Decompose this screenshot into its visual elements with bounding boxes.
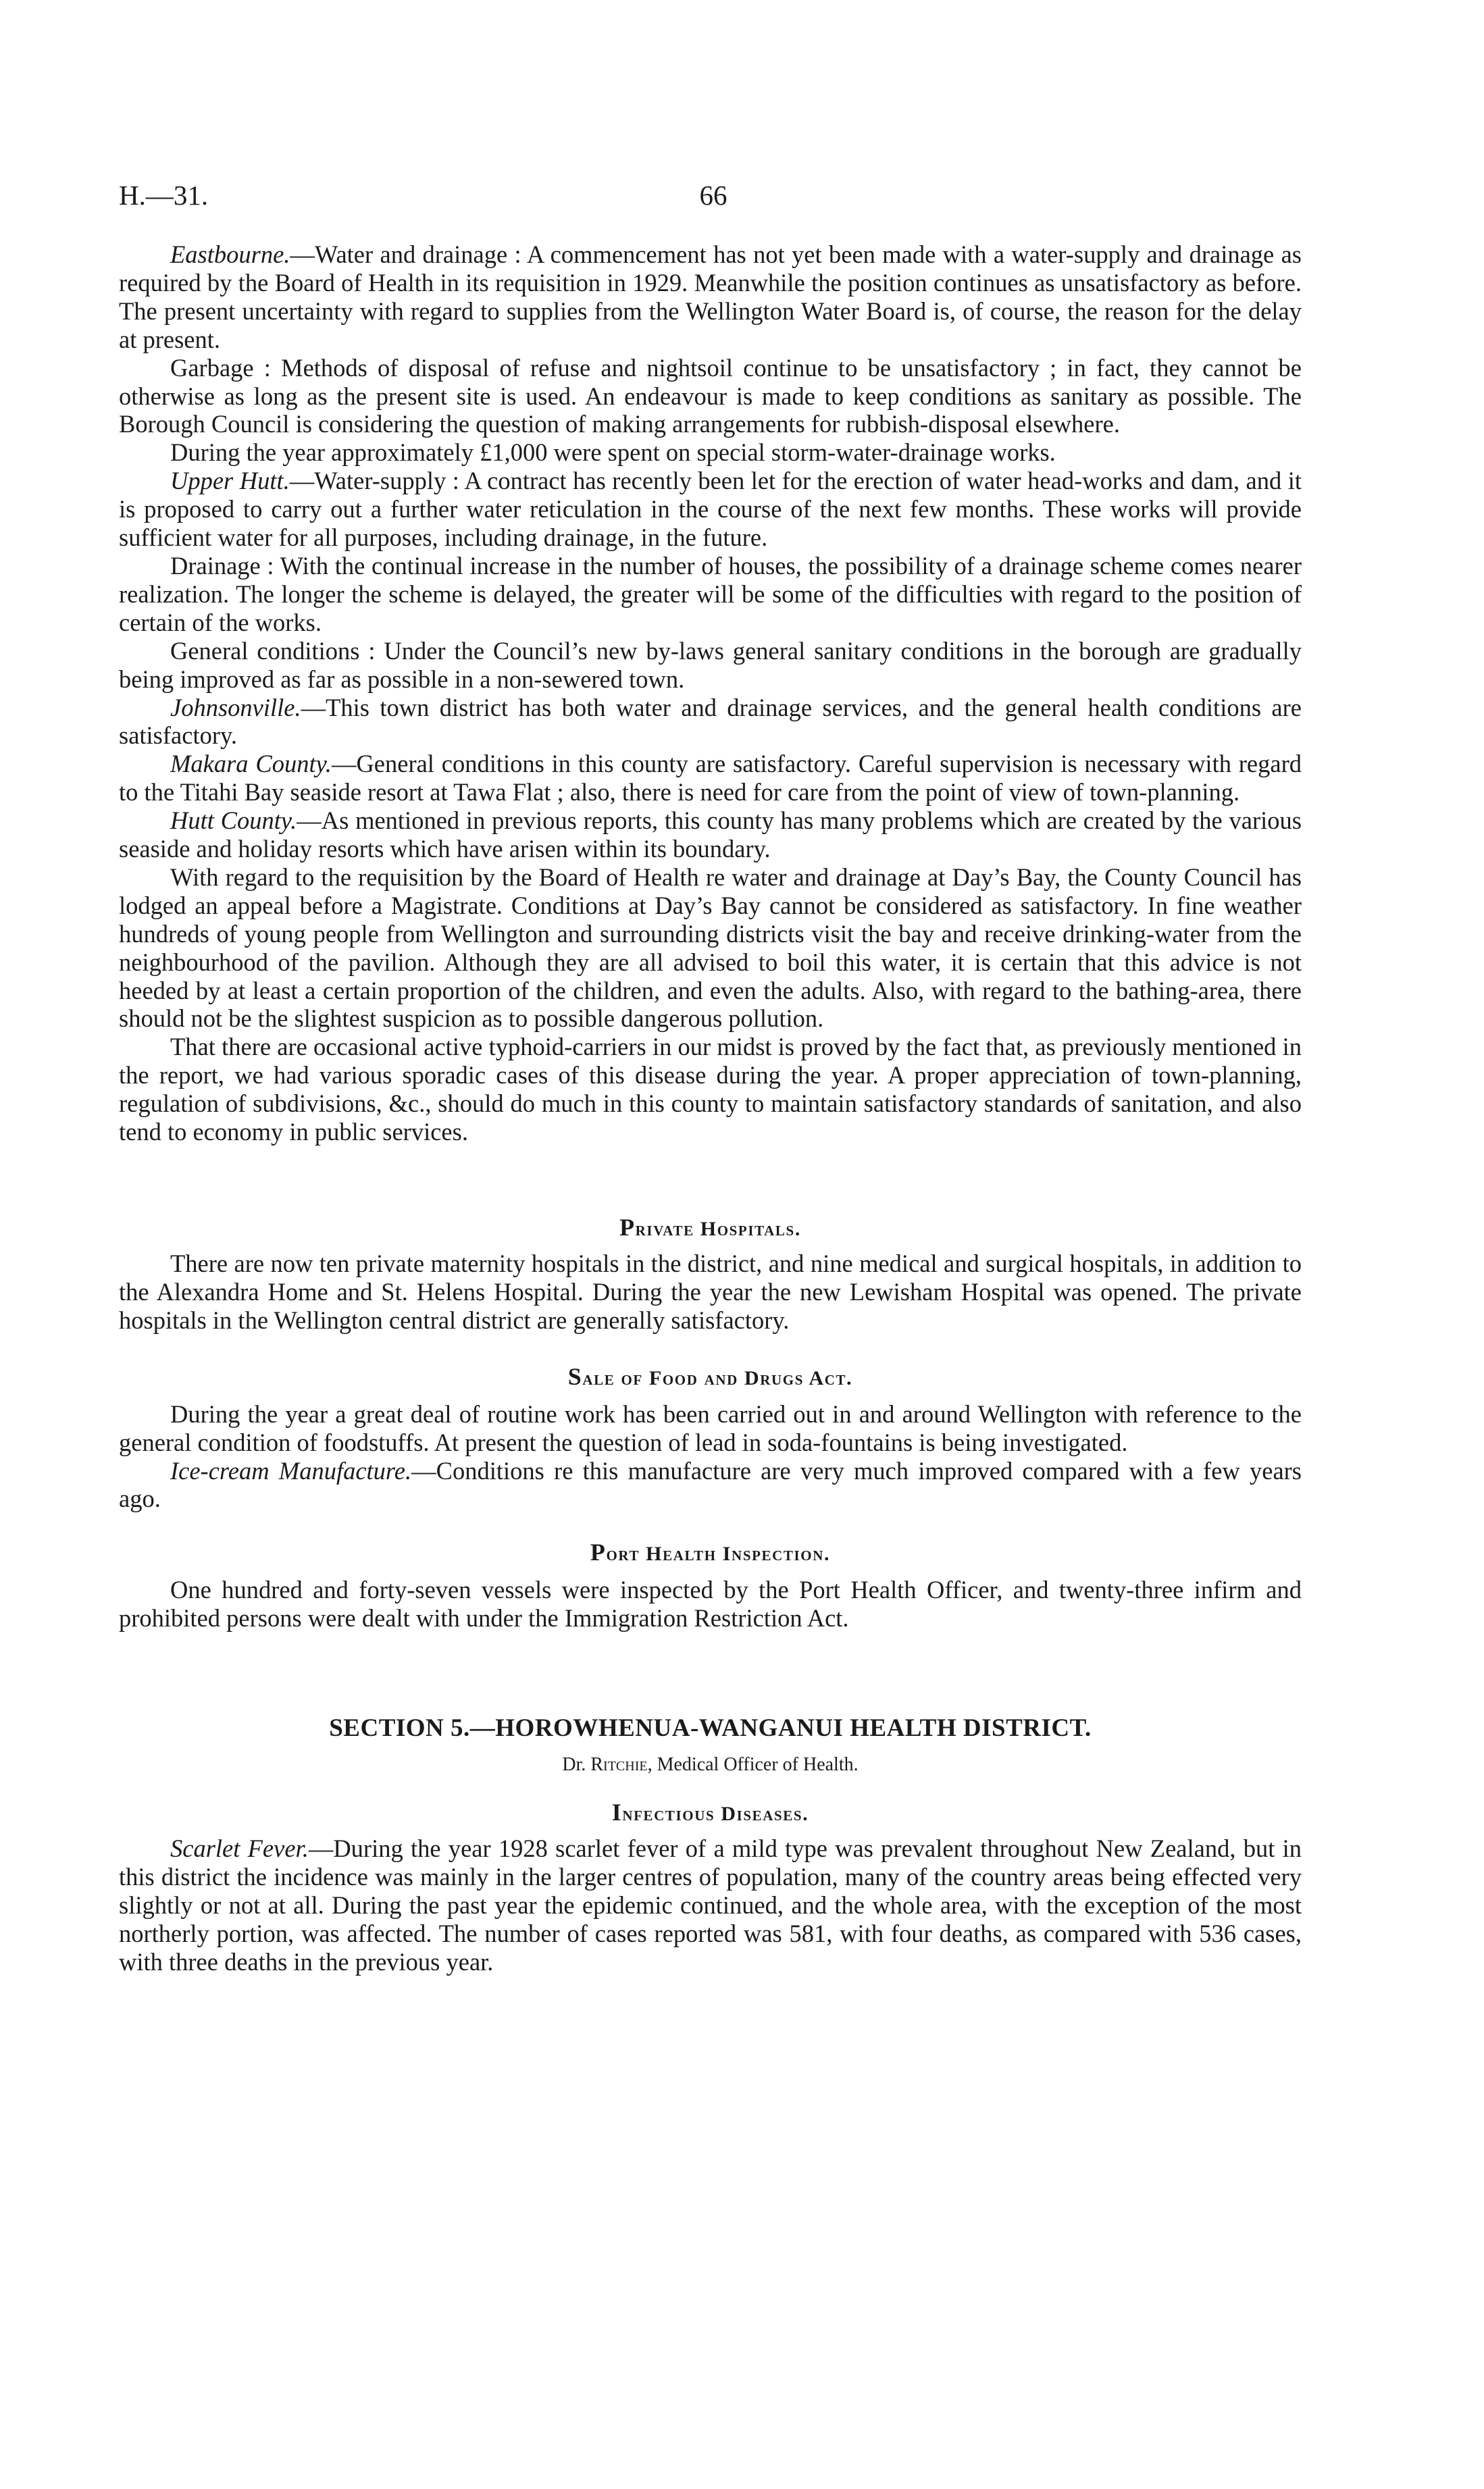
para-text: General conditions : Under the Council’s new by-laws general sanitary conditions in the borough are gradually being improved as far as possible in a non-sewered town. (119, 636, 1302, 693)
officer-line (119, 1751, 1302, 1778)
para-text: —Conditions re this manufacture are very much improved compared with a few years ago. (119, 1456, 1302, 1513)
para-text: Drainage : With the continual increase in the number of houses, the possibility of a drainage scheme comes nearer realization. The longer the scheme is delayed, the greater will be some of the difficulties with regard to the position of certain of the works. (119, 551, 1302, 636)
para-lead: Upper Hutt. (170, 467, 290, 495)
heading-infectious-diseases: Infectious Diseases. (611, 1799, 809, 1826)
para-text: —As mentioned in previous reports, this county has many problems which are created by the various seaside and holiday resorts which have arisen within its boundary. (119, 806, 1302, 863)
paragraph-makara-county (119, 750, 1302, 806)
paragraph-food-drugs: During the year a great deal of routine work has been carried out in and around Wellington with reference to the general condition of foodstuffs. At present the question of lead in soda-fountains is being investigated. (119, 1400, 1302, 1456)
page-header (119, 179, 1308, 220)
para-text: That there are occasional active typhoid-carriers in our midst is proved by the fact that, as previously mentioned in the report, we had various sporadic cases of this disease during the year. A proper appreciation of town-planning, regulation of subdivisions, &c., should do much in this county to maintain satisfactory standards of sanitation, and also tend to economy in public services. (119, 1033, 1302, 1146)
para-text: —During the year 1928 scarlet fever of a mild type was prevalent throughout New Zealand, but in this district the incidence was mainly in the larger centres of population, many of the country areas being effected very slightly or not at all. During the past year the epidemic continued, and the whole area, with the exception of the most northerly portion, was affected. The number of cases reported was 581, with four deaths, as compared with 536 cases, with three deaths in the previous year. (119, 1834, 1302, 1976)
paragraph-days-bay (119, 863, 1302, 1033)
paragraph-upper-hutt (119, 467, 1302, 552)
para-text: —Water and drainage : A commencement has not yet been made with a water-supply and drainage as required by the Board of Health in its requisition in 1929. Meanwhile the position continues as unsatisfactory as before. The present uncertainty with regard to supplies from the Wellington Water Board is, of course, the reason for the delay at present. (119, 240, 1302, 353)
para-text: —General conditions in this county are satisfactory. Careful supervision is necessary with regard to the Titahi Bay seaside resort at Tawa Flat ; also, there is need for care from the point of view of town-planning. (119, 750, 1302, 806)
heading-food-drugs: Sale of Food and Drugs Act. (567, 1362, 853, 1390)
para-lead: Scarlet Fever. (170, 1834, 309, 1863)
paragraph-ice-cream (119, 1457, 1302, 1514)
paragraph-scarlet-fever (119, 1834, 1302, 1976)
para-lead: Makara County. (170, 750, 332, 778)
para-lead: Eastbourne. (170, 240, 290, 268)
document-reference: H.—31. (119, 180, 209, 211)
para-text: With regard to the requisition by the Board of Health re water and drainage at Day’s Bay, the County Council has lodged an appeal before a Magistrate. Conditions at Day’s Bay cannot be considered as satisfactory. In fine weather hundreds of young people from Wellington and surrounding districts visit the bay and receive drinking-water from the neighbourhood of the pavilion. Although they are all advised to boil this water, it is certain that this advice is not heeded by at least a certain proportion of the children, and even the adults. Also, with regard to the bathing-area, there should not be the slightest suspicion as to possible dangerous pollution. (119, 863, 1302, 1033)
officer-prefix: Dr. (562, 1754, 586, 1776)
document-body (119, 240, 1302, 1976)
paragraph-hutt-county (119, 806, 1302, 863)
para-text: —This town district has both water and drainage services, and the general health conditions are satisfactory. (119, 693, 1302, 750)
paragraph-typhoid (119, 1033, 1302, 1146)
para-text: During the year approximately £1,000 were spent on special storm-water-drainage works. (170, 438, 1056, 467)
paragraph-private-hospitals: There are now ten private maternity hospitals in the district, and nine medical and surgical hospitals, in addition to the Alexandra Home and St. Helens Hospital. During the year the new Lewisham Hospital was opened. The private hospitals in the Wellington central district are generally satisfactory. (119, 1250, 1302, 1334)
officer-name: Ritchie (590, 1754, 648, 1776)
officer-role: , Medical Officer of Health. (647, 1754, 859, 1776)
paragraph-storm-water (119, 438, 1302, 467)
paragraph-drainage (119, 552, 1302, 637)
paragraph-general-conditions (119, 637, 1302, 694)
page-number: 66 (699, 180, 727, 211)
paragraph-garbage (119, 354, 1302, 439)
para-lead: Johnsonville. (170, 693, 301, 721)
heading-private-hospitals: Private Hospitals. (619, 1214, 801, 1241)
section-5-title: SECTION 5.—HOROWHENUA-WANGANUI HEALTH DISTRICT. (329, 1714, 1092, 1743)
paragraph-eastbourne (119, 240, 1302, 354)
heading-port-health: Port Health Inspection. (590, 1539, 831, 1566)
para-text: Garbage : Methods of disposal of refuse and nightsoil continue to be unsatisfactory ; in fact, they cannot be otherwise as long as the present site is used. An endeavour is made to keep conditions as sanitary as possible. The Borough Council is considering the question of making arrangements for rubbish-disposal elsewhere. (119, 353, 1302, 438)
para-lead: Hutt County. (170, 806, 297, 835)
paragraph-johnsonville (119, 694, 1302, 750)
para-text: —Water-supply : A contract has recently been let for the erection of water head-works and dam, and it is proposed to carry out a further water reticulation in the course of the next few months. These works will provide sufficient water for all purposes, including drainage, in the future. (119, 467, 1302, 552)
para-lead: Ice-cream Manufacture. (170, 1456, 412, 1485)
paragraph-port-health: One hundred and forty-seven vessels were inspected by the Port Health Officer, and twenty-three infirm and prohibited persons were dealt with under the Immigration Restriction Act. (119, 1576, 1302, 1633)
